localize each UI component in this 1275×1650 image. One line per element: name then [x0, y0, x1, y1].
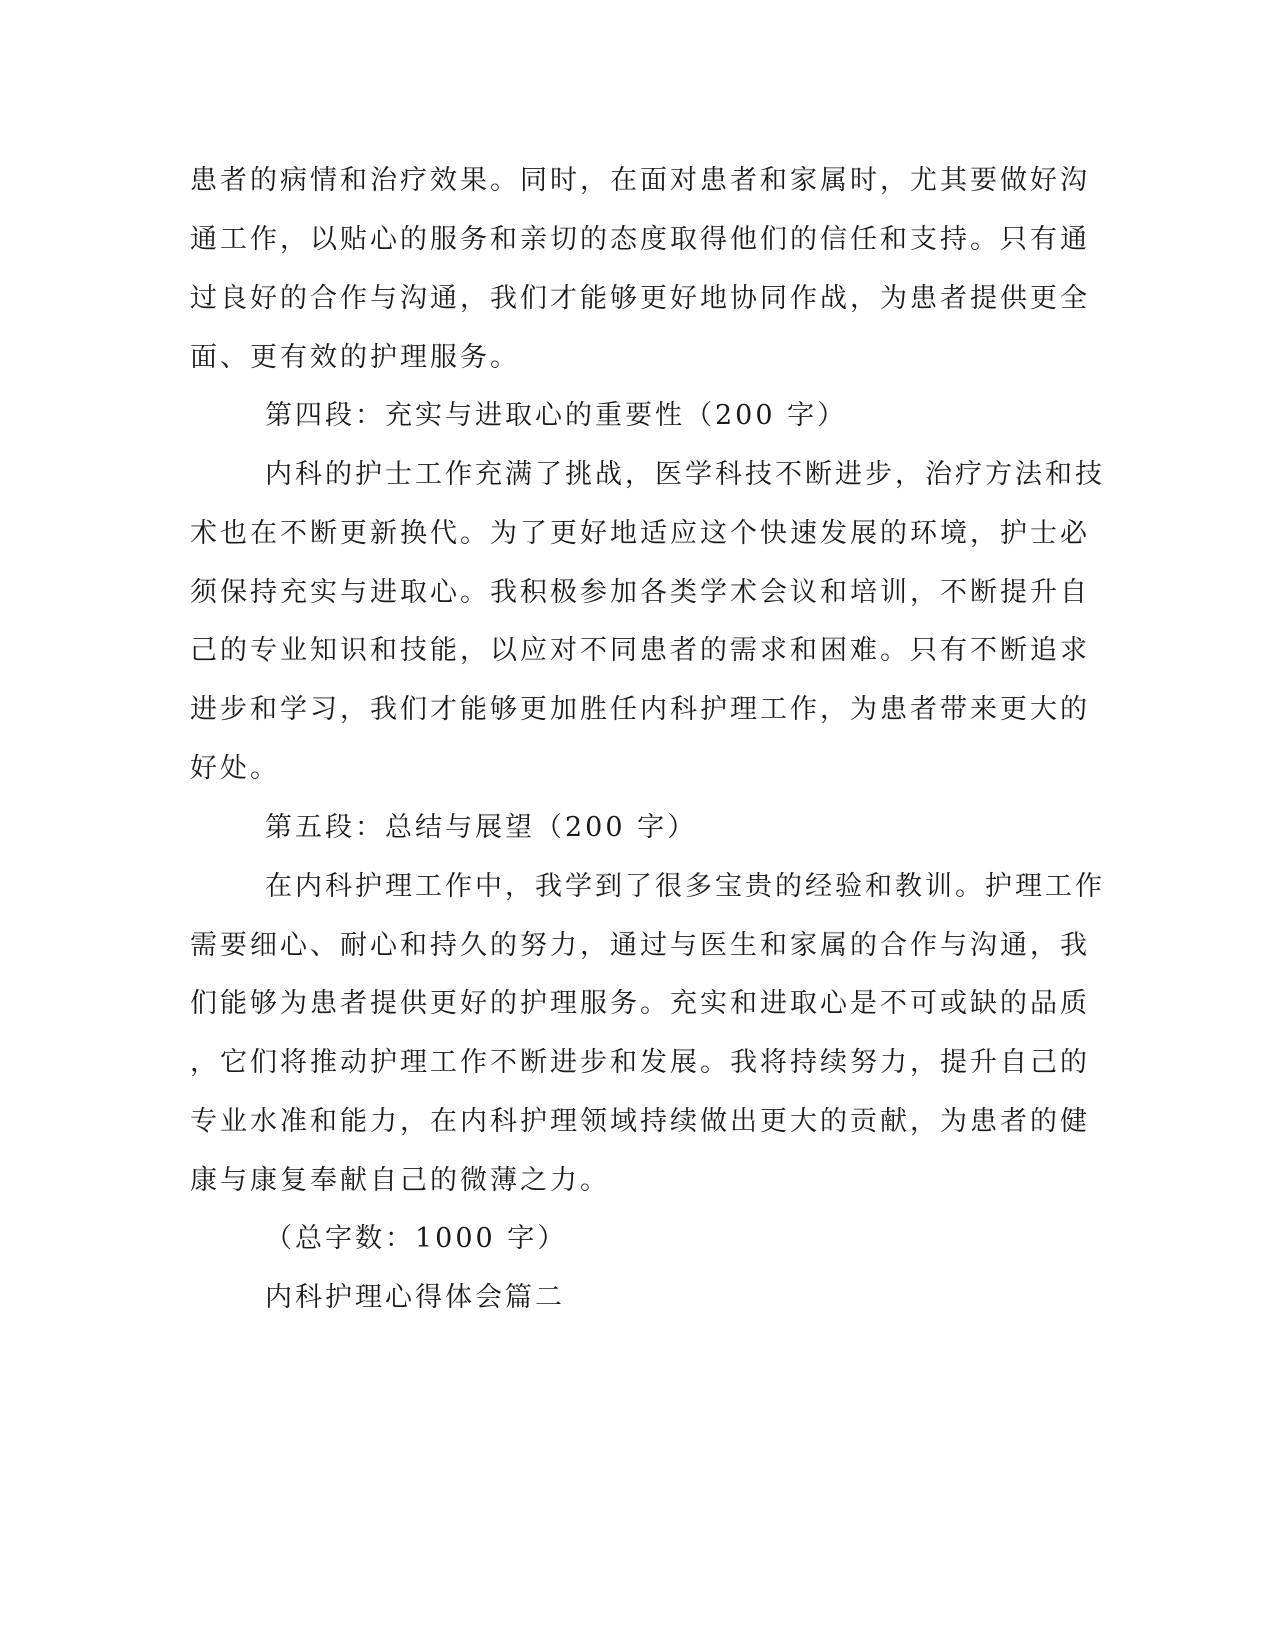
paragraph-line: 己的专业知识和技能，以应对不同患者的需求和困难。只有不断追求 — [190, 635, 1090, 666]
paragraph-line: 通工作，以贴心的服务和亲切的态度取得他们的信任和支持。只有通 — [190, 224, 1090, 255]
paragraph-line: 须保持充实与进取心。我积极参加各类学术会议和培训，不断提升自 — [190, 577, 1090, 608]
section-heading: 第四段：充实与进取心的重要性（200 字） — [265, 400, 848, 431]
section-heading: 第五段：总结与展望（200 字） — [265, 812, 698, 843]
paragraph-line: 康与康复奉献自己的微薄之力。 — [190, 1165, 610, 1196]
next-article-title: 内科护理心得体会篇二 — [265, 1282, 565, 1313]
paragraph-line: 专业水准和能力，在内科护理领域持续做出更大的贡献，为患者的健 — [190, 1106, 1090, 1137]
paragraph-line: 患者的病情和治疗效果。同时，在面对患者和家属时，尤其要做好沟 — [190, 165, 1090, 196]
paragraph-line: 进步和学习，我们才能够更加胜任内科护理工作，为患者带来更大的 — [190, 694, 1090, 725]
paragraph-line: 内科的护士工作充满了挑战，医学科技不断进步，治疗方法和技 — [265, 459, 1105, 490]
paragraph-line: 好处。 — [190, 753, 280, 784]
paragraph-line: 需要细心、耐心和持久的努力，通过与医生和家属的合作与沟通，我 — [190, 930, 1090, 961]
paragraph-line: 们能够为患者提供更好的护理服务。充实和进取心是不可或缺的品质 — [190, 988, 1090, 1019]
paragraph-line: 术也在不断更新换代。为了更好地适应这个快速发展的环境，护士必 — [190, 518, 1090, 549]
paragraph-line: ，它们将推动护理工作不断进步和发展。我将持续努力，提升自己的 — [190, 1047, 1090, 1078]
word-count-note: （总字数：1000 字） — [265, 1223, 568, 1254]
paragraph-line: 过良好的合作与沟通，我们才能够更好地协同作战，为患者提供更全 — [190, 283, 1090, 314]
paragraph-line: 面、更有效的护理服务。 — [190, 342, 520, 373]
paragraph-line: 在内科护理工作中，我学到了很多宝贵的经验和教训。护理工作 — [265, 871, 1105, 902]
